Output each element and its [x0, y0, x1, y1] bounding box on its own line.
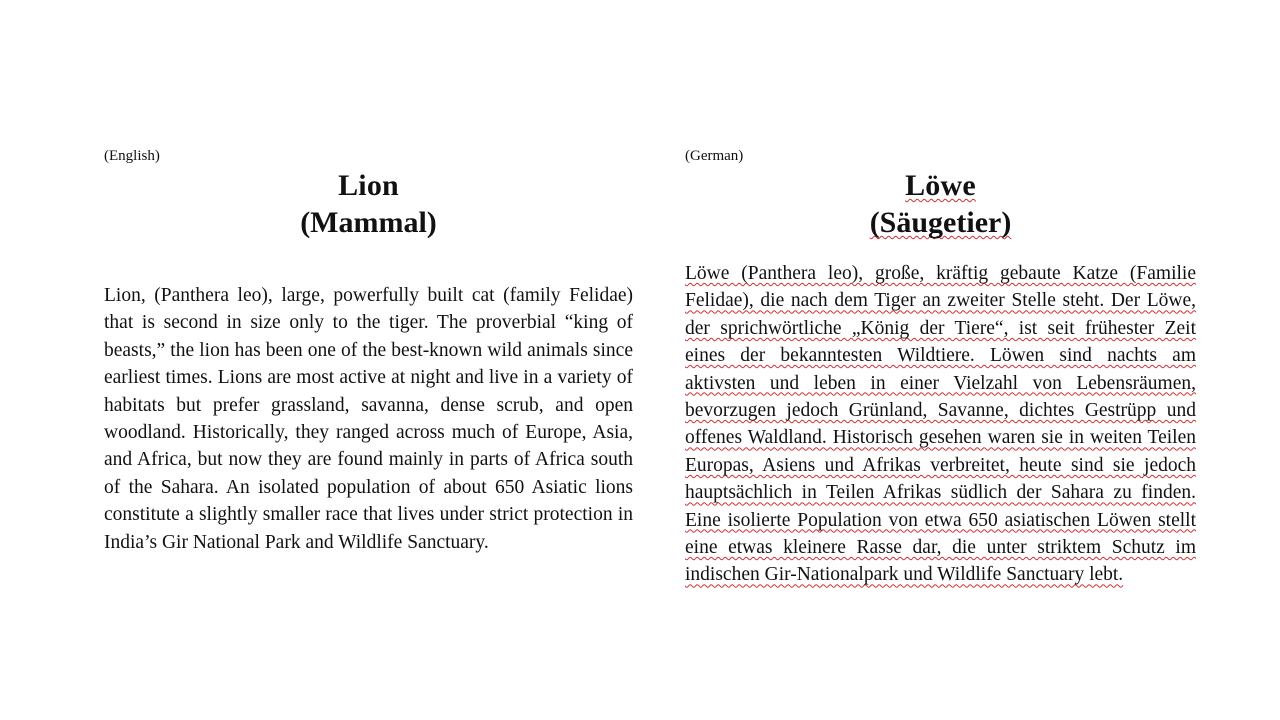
german-column	[685, 146, 1196, 589]
english-column	[104, 146, 633, 556]
english-title: Lion	[338, 169, 399, 202]
english-language-tag: (English)	[104, 148, 160, 164]
german-title: Löwe	[905, 169, 976, 202]
english-body-text[interactable]: Lion, (Panthera leo), large, powerfully built cat (family Felidae) that is second in size only to the tiger. The proverbial “king of beasts,” the lion has been one of the best-known wild animals since earliest times. Lions are most active at night and live in a variety of habitats but prefer grassland, savanna, dense scrub, and open woodland. Historically, they ranged across much of Europe, Asia, and Africa, but now they are found mainly in parts of Africa south of the Sahara. An isolated population of about 650 Asiatic lions constitute a slightly smaller race that lives under strict protection in India’s Gir National Park and Wildlife Sanctuary.	[104, 285, 633, 553]
german-subtitle: (Säugetier)	[869, 206, 1012, 239]
german-language-tag: (German)	[685, 148, 744, 164]
german-body-text[interactable]: Löwe (Panthera leo), große, kräftig gebaute Katze (Familie Felidae), die nach dem Tiger an zweiter Stelle steht. Der Löwe, der sprichwörtliche „König der Tiere“, ist seit frühester Zeit eines der bekanntesten Wildtiere. Löwen sind nachts am aktivsten und leben in einer Vielzahl von Lebensräumen, bevorzugen jedoch Grünland, Savanne, dichtes Gestrüpp und offenes Waldland. Historisch gesehen waren sie in weiten Teilen Europas, Asiens und Afrikas verbreitet, heute sind sie jedoch hauptsächlich in Teilen Afrikas südlich der Sahara zu finden. Eine isolierte Population von etwa 650 asiatischen Löwen stellt eine etwas kleinere Rasse dar, die unter striktem Schutz im indischen Gir-Nationalpark und Wildlife Sanctuary lebt.	[685, 263, 1196, 586]
english-subtitle: (Mammal)	[300, 206, 437, 239]
